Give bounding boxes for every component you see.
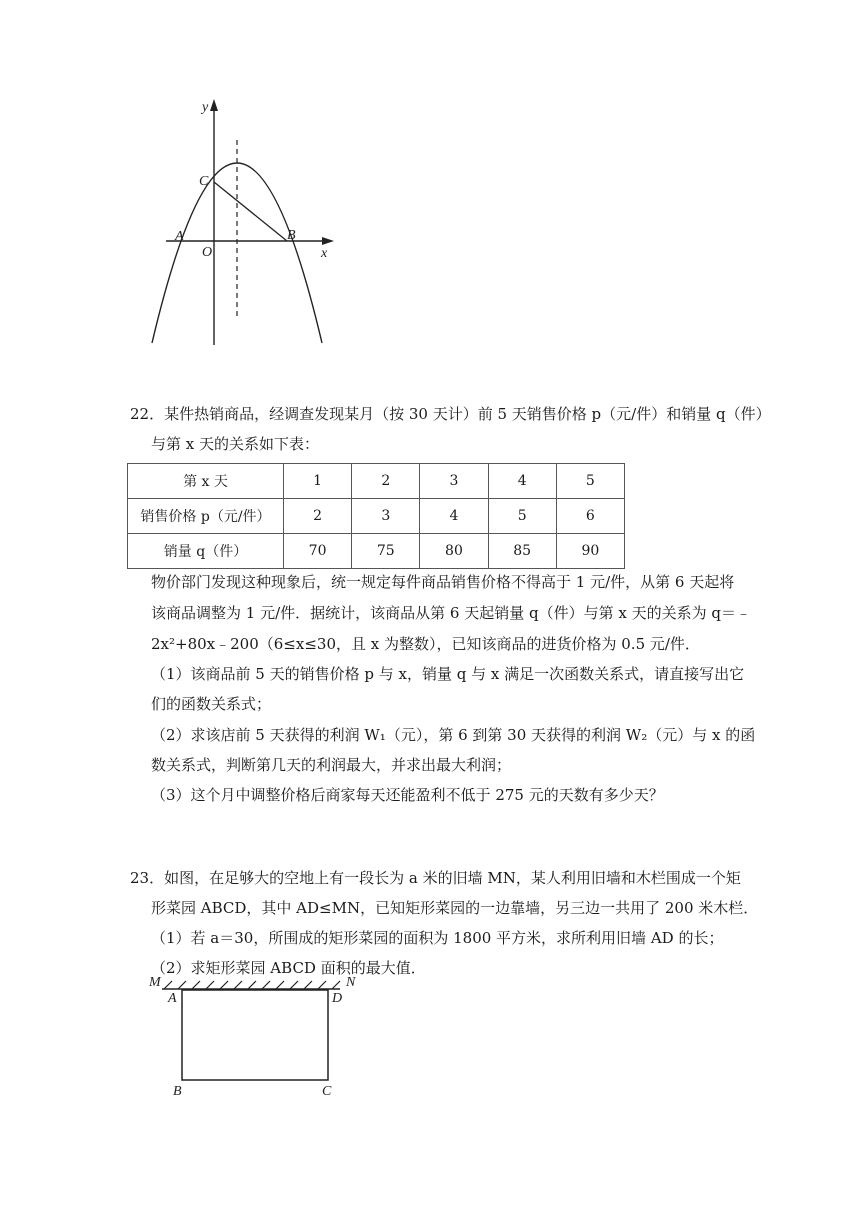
segment-cb bbox=[214, 182, 287, 241]
table-cell: 1 bbox=[284, 464, 352, 499]
label-x: x bbox=[321, 246, 328, 261]
label-b: B bbox=[173, 1084, 182, 1099]
label-d: D bbox=[332, 991, 343, 1006]
q22-line-1: 22．某件热销商品，经调查发现某月（按 30 天计）前 5 天销售价格 p（元/件）和销量 q（件） bbox=[130, 405, 771, 423]
table-row bbox=[128, 464, 625, 499]
q23-line-1: 23．如图，在足够大的空地上有一段长为 a 米的旧墙 MN，某人利用旧墙和木栏围成一个矩 bbox=[130, 869, 741, 887]
label-y: y bbox=[202, 100, 209, 115]
label-o: O bbox=[202, 245, 213, 260]
table-row bbox=[128, 499, 625, 534]
table-row-head: 第 x 天 bbox=[128, 464, 284, 499]
label-a: A bbox=[168, 991, 177, 1006]
table-cell: 3 bbox=[352, 499, 420, 534]
label-b: B bbox=[287, 228, 296, 243]
q22-line-8: （2）求该店前 5 天获得的利润 W₁（元），第 6 到第 30 天获得的利润 W₂（元）与 x 的函 bbox=[151, 726, 756, 744]
table-row bbox=[128, 534, 625, 569]
label-a: A bbox=[175, 229, 184, 244]
q23-line-3: （1）若 a＝30，所围成的矩形菜园的面积为 1800 平方米，求所利用旧墙 AD 的长； bbox=[151, 929, 724, 947]
table-cell: 3 bbox=[420, 464, 488, 499]
table-cell: 6 bbox=[556, 499, 624, 534]
label-c: C bbox=[322, 1084, 332, 1099]
q22-line-4: 该商品调整为 1 元/件．据统计，该商品从第 6 天起销量 q（件）与第 x 天的关系为 q＝﹣ bbox=[151, 604, 751, 622]
table-cell: 5 bbox=[488, 499, 556, 534]
x-axis-arrow bbox=[322, 237, 334, 245]
label-c: C bbox=[199, 174, 209, 189]
table-cell: 5 bbox=[556, 464, 624, 499]
q22-line-6: （1）该商品前 5 天的销售价格 p 与 x，销量 q 与 x 满足一次函数关系式，请直接写出它 bbox=[151, 665, 745, 683]
wall-hatching bbox=[164, 981, 340, 989]
q22-line-10: （3）这个月中调整价格后商家每天还能盈利不低于 275 元的天数有多少天？ bbox=[151, 786, 664, 804]
q22-line-7: 们的函数关系式； bbox=[151, 695, 272, 713]
table-row-head: 销量 q（件） bbox=[128, 534, 284, 569]
table-cell: 85 bbox=[488, 534, 556, 569]
q23-line-4: （2）求矩形菜园 ABCD 面积的最大值． bbox=[151, 959, 426, 977]
parabola-figure bbox=[140, 95, 350, 350]
label-n: N bbox=[346, 975, 356, 990]
sales-table bbox=[127, 463, 625, 569]
table-cell: 2 bbox=[284, 499, 352, 534]
q22-line-5: 2x²+80x﹣200（6≤x≤30，且 x 为整数），已知该商品的进货价格为 0.5 元/件． bbox=[151, 635, 700, 653]
table-cell: 2 bbox=[352, 464, 420, 499]
q22-line-2: 与第 x 天的关系如下表： bbox=[151, 435, 319, 453]
q22-line-3: 物价部门发现这种现象后，统一规定每件商品销售价格不得高于 1 元/件，从第 6 天起将 bbox=[151, 573, 735, 591]
label-m: M bbox=[149, 975, 161, 990]
garden-figure bbox=[140, 972, 370, 1102]
y-axis-arrow bbox=[210, 99, 218, 111]
table-cell: 80 bbox=[420, 534, 488, 569]
table-cell: 75 bbox=[352, 534, 420, 569]
table-cell: 4 bbox=[420, 499, 488, 534]
table-cell: 70 bbox=[284, 534, 352, 569]
table-cell: 4 bbox=[488, 464, 556, 499]
rectangle-abcd bbox=[182, 990, 328, 1080]
table-cell: 90 bbox=[556, 534, 624, 569]
table-row-head: 销售价格 p（元/件） bbox=[128, 499, 284, 534]
q23-line-2: 形菜园 ABCD，其中 AD≤MN，已知矩形菜园的一边靠墙，另三边一共用了 200 米木栏． bbox=[151, 899, 759, 917]
q22-line-9: 数关系式，判断第几天的利润最大，并求出最大利润； bbox=[151, 756, 512, 774]
